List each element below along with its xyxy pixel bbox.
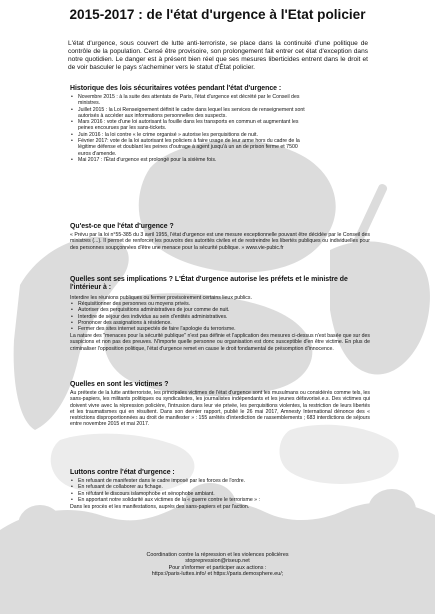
footer-contact (100, 552, 335, 578)
victims-title: Quelles en sont les victimes ? (70, 381, 169, 388)
history-item: • Novembre 2015 : à la suite des attentats de Paris, l'état d'urgence est décrété par le Conseil des ministres. (70, 94, 308, 107)
history-item: • Février 2017: vote de la loi autorisant les policiers à faire usage de leur arme hors du cadre de la légitime défense et doublant les peines d'outrage à agent jusqu'à un an de prison ferme et 7500 euros d'amende. (70, 138, 308, 157)
history-item: • Juillet 2015 : la Loi Renseignement définit le cadre dans lequel les services de renseignement sont autorisés à accéder aux informations personnelles des suspects. (70, 107, 308, 120)
struggles-tail: Dans les procès et les manifestations, auprès des sans-papiers et par l'action. (70, 504, 250, 510)
implication-item: • Autoriser des perquisitions administratives de jour comme de nuit. (70, 307, 360, 313)
history-item: • Mars 2016 : vote d'une loi autorisant la fouille dans les transports en commun et augmentant les peines encourues par les sans-tickets. (70, 119, 308, 132)
footer-organization: Coordination contre la répression et les violences policières (146, 552, 289, 558)
history-item: • Juin 2016 : la loi contre « le crime organisé » autorise les perquisitions de nuit. (70, 132, 308, 138)
implication-item: • Prononcer des assignations à résidence. (70, 320, 360, 326)
history-item: • Mai 2017 : l'État d'urgence est prolongé pour la sixième fois. (70, 157, 308, 163)
implication-item: • Fermer des sites internet suspectés de faire l'apologie du terrorisme. (70, 326, 360, 332)
implications-paragraph: La nature des "menaces pour la sécurité publique" n'est pas définie et l'application des mesures ci-dessus n'est basée que sur des suspicions et non pas des preuves. N'importe quelle personne ou organisation est donc susceptible d'en être victime. En plus de criminaliser l'opposition politique, l'état d'urgence remet en cause le droit fondamental de présomption d'innocence. (70, 333, 370, 352)
implications-title: Quelles sont ses implications ? L'État d'urgence autorise les préfets et le ministre de l'intérieur à : (70, 276, 348, 292)
implications-lead: Interdire les réunions publiques ou fermer provisoirement certains lieux publics. (70, 295, 252, 301)
footer-email: stoprepression@riseup.net (185, 558, 250, 565)
struggle-item: • En apportant notre solidarité aux victimes de la « guerre contre le terrorisme » : (70, 497, 370, 503)
struggles-list (70, 478, 370, 503)
history-title: Historique des lois sécuritaires votées pendant l'état d'urgence : (70, 85, 282, 92)
page-title: 2015-2017 : de l'état d'urgence à l'Etat policier (69, 7, 366, 22)
struggle-item: • En refusant de collaborer au fichage. (70, 484, 370, 490)
implications-list (70, 301, 360, 332)
footer-links: https://paris-luttes.info/ et https://paris.demosphere.eu/; (151, 571, 284, 578)
struggle-item: • En réfutant le discours islamophobe et xénophobe ambiant. (70, 491, 370, 497)
what-paragraph: « Prévu par la loi n°55-385 du 3 avril 1955, l'état d'urgence est une mesure exceptionnelle pouvant être décidée par le Conseil des ministres (...). Il permet de renforcer les pouvoirs des autorités civiles et de restreindre les libertés publiques ou individuelles pour des personnes soupçonnées d'être une menace pour la sécurité publique. » www.vie-pubic.fr (70, 232, 370, 251)
footer-info-label: Pour s'informer et participer aux actions : (168, 564, 267, 571)
victims-paragraph: Au prétexte de la lutte antiterroriste, les principales victimes de l'état d'urgence sont les musulmans ou considérés comme tels, les sans-papiers, les militants politiques ou syndicalistes, les journalistes indépendants et les jeunes défavorisé.e.s. Des victimes qui doivent vivre avec la répression policière, l'intrusion dans leur vie privée, les perquisitions violentes, la restriction de leurs libertés et les traumatismes qui en résultent. Dans son dernier rapport, publié le 26 mai 2017, Amnesty International dénonce des « restrictions disproportionnées au droit de manifester » : 155 arrêtés d'interdiction de rassemblements ; 683 interdictions de séjours entre novembre 2015 et mai 2017. (70, 390, 370, 428)
struggles-title: Luttons contre l'état d'urgence : (70, 469, 175, 476)
what-title: Qu'est-ce que l'état d'urgence ? (70, 223, 174, 230)
struggle-item: • En refusant de manifester dans le cadre imposé par les forces de l'ordre. (70, 478, 370, 484)
implication-item: • Réquisitionner des personnes ou moyens privés. (70, 301, 360, 307)
implication-item: • Interdire de séjour des individus au sein d'entités administratives. (70, 314, 360, 320)
history-list (70, 94, 308, 163)
intro-paragraph: L'état d'urgence, sous couvert de lutte anti-terroriste, se place dans la continuité d'une politique de contrôle de la population. Censé être provisoire, son prolongement fait entrer cet état d'exception dans notre quotidien. Le danger est à présent bien réel que ses mesures liberticides entrent dans le droit et de voir basculer le pays s'acheminer vers le statut d'État policier. (68, 40, 368, 72)
